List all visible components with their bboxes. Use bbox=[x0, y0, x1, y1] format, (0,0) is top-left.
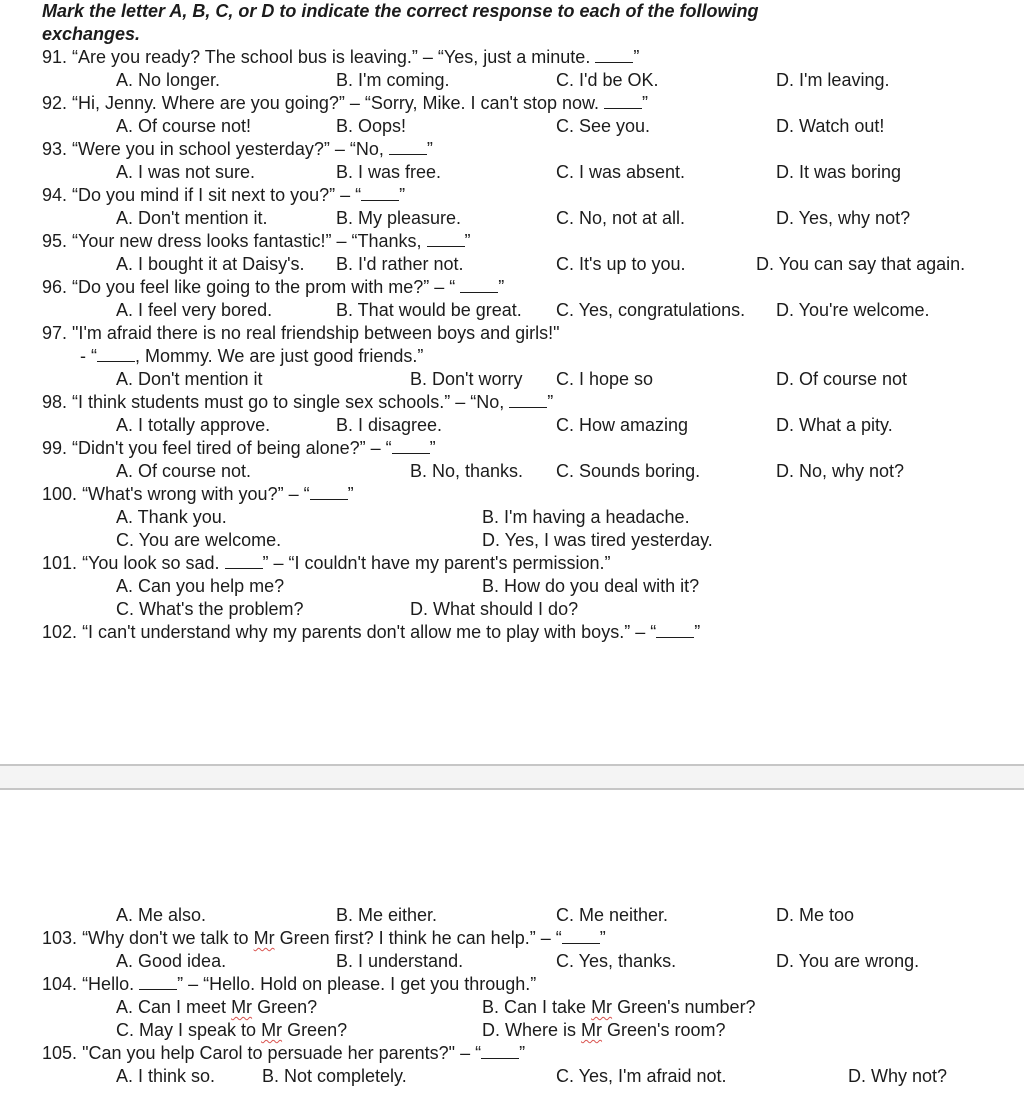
options-100-row-2 bbox=[0, 529, 1024, 552]
spellcheck-word: Mr bbox=[261, 1020, 283, 1040]
option-a[interactable]: A. I feel very bored. bbox=[116, 300, 273, 320]
options-92 bbox=[0, 115, 1024, 138]
option-d[interactable]: D. Of course not bbox=[776, 369, 908, 389]
answer-blank[interactable] bbox=[389, 140, 427, 155]
option-a[interactable]: A. Of course not. bbox=[116, 461, 252, 481]
option-b[interactable]: B. Not completely. bbox=[262, 1066, 407, 1086]
question-text-end: ” – “I couldn't have my parent's permission.” bbox=[262, 553, 611, 573]
question-number: 91. bbox=[42, 47, 68, 67]
question-text: “Hello. bbox=[82, 974, 140, 994]
option-text: D. Where is bbox=[482, 1020, 582, 1040]
question-text: “Hi, Jenny. Where are you going?” – “Sorry, Mike. I can't stop now. bbox=[72, 93, 605, 113]
answer-blank[interactable] bbox=[427, 232, 465, 247]
answer-blank[interactable] bbox=[595, 48, 633, 63]
question-text: “What's wrong with you?” – “ bbox=[82, 484, 310, 504]
question-96 bbox=[0, 276, 1024, 299]
answer-blank[interactable] bbox=[481, 1044, 519, 1059]
option-d[interactable]: D. What should I do? bbox=[410, 599, 579, 619]
option-b[interactable]: B. I'd rather not. bbox=[336, 254, 464, 274]
question-number: 93. bbox=[42, 139, 68, 159]
options-93 bbox=[0, 161, 1024, 184]
option-b[interactable]: B. How do you deal with it? bbox=[482, 576, 700, 596]
option-d[interactable]: D. Yes, I was tired yesterday. bbox=[482, 530, 713, 550]
question-92 bbox=[0, 92, 1024, 115]
question-number: 100. bbox=[42, 484, 78, 504]
question-101 bbox=[0, 552, 1024, 575]
option-d[interactable]: D. You're welcome. bbox=[776, 300, 930, 320]
options-95 bbox=[0, 253, 1024, 276]
question-text: “You look so sad. bbox=[82, 553, 225, 573]
options-94 bbox=[0, 207, 1024, 230]
question-text: “I think students must go to single sex schools.” – “No, bbox=[72, 392, 510, 412]
option-d[interactable]: D. It was boring bbox=[776, 162, 902, 182]
question-text-end: ” bbox=[426, 139, 433, 159]
answer-blank[interactable] bbox=[460, 278, 498, 293]
option-c[interactable]: C. What's the problem? bbox=[116, 599, 304, 619]
question-105 bbox=[0, 1042, 1024, 1065]
question-text: “I can't understand why my parents don't allow me to play with boys.” – “ bbox=[82, 622, 657, 642]
option-a[interactable]: A. I bought it at Daisy's. bbox=[116, 254, 305, 274]
question-95 bbox=[0, 230, 1024, 253]
option-c[interactable]: C. Yes, I'm afraid not. bbox=[556, 1066, 727, 1086]
option-b[interactable]: B. I disagree. bbox=[336, 415, 443, 435]
question-100 bbox=[0, 483, 1024, 506]
option-d[interactable]: D. Yes, why not? bbox=[776, 208, 911, 228]
option-d[interactable]: D. No, why not? bbox=[776, 461, 905, 481]
question-text: “Your new dress looks fantastic!” – “Thanks, bbox=[72, 231, 427, 251]
question-text: "Can you help Carol to persuade her parents?" – “ bbox=[82, 1043, 482, 1063]
option-d[interactable]: D. You are wrong. bbox=[776, 951, 920, 971]
option-a[interactable]: A. Don't mention it bbox=[116, 369, 263, 389]
question-text-mid: Green first? I think he can help.” – “ bbox=[274, 928, 562, 948]
blank-space bbox=[0, 644, 1024, 764]
question-number: 104. bbox=[42, 974, 78, 994]
question-99 bbox=[0, 437, 1024, 460]
question-number: 99. bbox=[42, 438, 68, 458]
option-b[interactable]: B. Oops! bbox=[336, 116, 407, 136]
option-c[interactable]: C. Sounds boring. bbox=[556, 461, 701, 481]
option-c[interactable]: C. You are welcome. bbox=[116, 530, 282, 550]
options-104-row-1 bbox=[0, 996, 1024, 1019]
question-104 bbox=[0, 973, 1024, 996]
question-number: 101. bbox=[42, 553, 78, 573]
question-text-end: ” bbox=[429, 438, 436, 458]
question-number: 102. bbox=[42, 622, 78, 642]
option-text-end: Green? bbox=[252, 997, 318, 1017]
spellcheck-word: Mr bbox=[591, 997, 613, 1017]
reply-text: - “ bbox=[80, 346, 97, 366]
option-a[interactable]: A. I totally approve. bbox=[116, 415, 271, 435]
question-number: 96. bbox=[42, 277, 68, 297]
option-c[interactable]: C. I'd be OK. bbox=[556, 70, 659, 90]
option-c[interactable]: C. See you. bbox=[556, 116, 651, 136]
question-103 bbox=[0, 927, 1024, 950]
options-100-row-1 bbox=[0, 506, 1024, 529]
option-text-end: Green's room? bbox=[602, 1020, 726, 1040]
options-99 bbox=[0, 460, 1024, 483]
option-d[interactable]: D. Why not? bbox=[848, 1066, 948, 1086]
question-text: “Didn't you feel tired of being alone?” – “ bbox=[72, 438, 392, 458]
options-101-row-2 bbox=[0, 598, 1024, 621]
blank-space bbox=[0, 790, 1024, 904]
option-c[interactable]: C. I was absent. bbox=[556, 162, 686, 182]
answer-blank[interactable] bbox=[310, 485, 348, 500]
question-text-end: ” – “Hello. Hold on please. I get you through.” bbox=[177, 974, 537, 994]
question-text-end: ” bbox=[547, 392, 554, 412]
question-text-end: ” bbox=[599, 928, 606, 948]
question-text-end: ” bbox=[633, 47, 640, 67]
option-a[interactable]: A. Of course not! bbox=[116, 116, 252, 136]
spellcheck-word: Mr bbox=[581, 1020, 603, 1040]
spellcheck-word: Mr bbox=[231, 997, 253, 1017]
option-text: A. Can I meet bbox=[116, 997, 232, 1017]
option-c[interactable]: C. Yes, thanks. bbox=[556, 951, 677, 971]
option-a[interactable] bbox=[116, 996, 482, 1019]
option-d[interactable]: D. What a pity. bbox=[776, 415, 893, 435]
option-b[interactable] bbox=[482, 996, 1012, 1019]
option-a[interactable]: A. I was not sure. bbox=[116, 162, 256, 182]
option-a[interactable]: A. I think so. bbox=[116, 1066, 216, 1086]
question-98 bbox=[0, 391, 1024, 414]
question-93 bbox=[0, 138, 1024, 161]
question-text: "I'm afraid there is no real friendship between boys and girls!" bbox=[72, 323, 560, 343]
answer-blank[interactable] bbox=[656, 623, 694, 638]
options-105 bbox=[0, 1065, 1024, 1088]
question-97 bbox=[0, 322, 1024, 345]
options-101-row-1 bbox=[0, 575, 1024, 598]
question-number: 95. bbox=[42, 231, 68, 251]
reply-text-end: , Mommy. We are just good friends.” bbox=[135, 346, 424, 366]
answer-blank[interactable] bbox=[139, 975, 177, 990]
question-text-end: ” bbox=[642, 93, 649, 113]
question-text-end: ” bbox=[347, 484, 354, 504]
options-96 bbox=[0, 299, 1024, 322]
option-c[interactable]: C. It's up to you. bbox=[556, 254, 686, 274]
question-91 bbox=[0, 46, 1024, 69]
options-98 bbox=[0, 414, 1024, 437]
option-b[interactable]: B. That would be great. bbox=[336, 300, 522, 320]
options-103 bbox=[0, 950, 1024, 973]
answer-blank[interactable] bbox=[562, 929, 600, 944]
option-d[interactable]: D. Me too bbox=[776, 905, 855, 925]
spellcheck-word: Mr bbox=[253, 928, 275, 948]
option-text-end: Green? bbox=[282, 1020, 348, 1040]
option-d[interactable]: D. You can say that again. bbox=[756, 254, 966, 274]
option-c[interactable]: C. No, not at all. bbox=[556, 208, 686, 228]
option-d[interactable]: D. Watch out! bbox=[776, 116, 885, 136]
question-94 bbox=[0, 184, 1024, 207]
option-b[interactable]: B. Don't worry bbox=[410, 369, 523, 389]
question-text: “Do you feel like going to the prom with me?” – “ bbox=[72, 277, 461, 297]
option-c[interactable]: C. How amazing bbox=[556, 415, 689, 435]
answer-blank[interactable] bbox=[225, 554, 263, 569]
question-text-end: ” bbox=[694, 622, 701, 642]
question-text: “Do you mind if I sit next to you?” – “ bbox=[72, 185, 362, 205]
question-text: “Why don't we talk to bbox=[82, 928, 254, 948]
option-b[interactable]: B. No, thanks. bbox=[410, 461, 524, 481]
answer-blank[interactable] bbox=[361, 186, 399, 201]
answer-blank[interactable] bbox=[97, 347, 135, 362]
option-c[interactable]: C. Me neither. bbox=[556, 905, 669, 925]
option-d[interactable]: D. I'm leaving. bbox=[776, 70, 890, 90]
option-d[interactable] bbox=[482, 1019, 1012, 1042]
options-97 bbox=[0, 368, 1024, 391]
question-number: 105. bbox=[42, 1043, 78, 1063]
answer-blank[interactable] bbox=[604, 94, 642, 109]
answer-blank[interactable] bbox=[392, 439, 430, 454]
question-text-end: ” bbox=[498, 277, 505, 297]
question-97-reply bbox=[0, 345, 1024, 368]
question-102 bbox=[0, 621, 1024, 644]
option-a[interactable]: A. No longer. bbox=[116, 70, 221, 90]
question-number: 97. bbox=[42, 323, 68, 343]
option-a[interactable]: A. Me also. bbox=[116, 905, 207, 925]
option-b[interactable]: B. I was free. bbox=[336, 162, 442, 182]
question-text-end: ” bbox=[464, 231, 471, 251]
option-a[interactable]: A. Can you help me? bbox=[116, 576, 285, 596]
answer-blank[interactable] bbox=[509, 393, 547, 408]
instructions-line-2: exchanges. bbox=[42, 24, 141, 44]
options-102 bbox=[0, 904, 1024, 927]
option-b[interactable]: B. Me either. bbox=[336, 905, 438, 925]
option-c[interactable] bbox=[116, 1019, 482, 1042]
instructions-line-1: Mark the letter A, B, C, or D to indicate the correct response to each of the following bbox=[42, 1, 759, 21]
question-text: “Are you ready? The school bus is leaving.” – “Yes, just a minute. bbox=[72, 47, 596, 67]
options-104-row-2 bbox=[0, 1019, 1024, 1042]
option-b[interactable]: B. My pleasure. bbox=[336, 208, 462, 228]
option-text: C. May I speak to bbox=[116, 1020, 262, 1040]
question-number: 94. bbox=[42, 185, 68, 205]
question-text-end: ” bbox=[399, 185, 406, 205]
option-b[interactable]: B. I understand. bbox=[336, 951, 464, 971]
question-number: 98. bbox=[42, 392, 68, 412]
option-b[interactable]: B. I'm coming. bbox=[336, 70, 450, 90]
question-number: 92. bbox=[42, 93, 68, 113]
option-a[interactable]: A. Good idea. bbox=[116, 951, 227, 971]
options-91 bbox=[0, 69, 1024, 92]
option-c[interactable]: C. I hope so bbox=[556, 369, 654, 389]
page-break bbox=[0, 764, 1024, 790]
question-text: “Were you in school yesterday?” – “No, bbox=[72, 139, 389, 159]
question-text-end: ” bbox=[519, 1043, 526, 1063]
option-b[interactable]: B. I'm having a headache. bbox=[482, 507, 690, 527]
option-text: B. Can I take bbox=[482, 997, 592, 1017]
option-c[interactable]: C. Yes, congratulations. bbox=[556, 300, 746, 320]
option-a[interactable]: A. Don't mention it. bbox=[116, 208, 268, 228]
option-text-end: Green's number? bbox=[612, 997, 756, 1017]
question-number: 103. bbox=[42, 928, 78, 948]
option-a[interactable]: A. Thank you. bbox=[116, 507, 227, 527]
